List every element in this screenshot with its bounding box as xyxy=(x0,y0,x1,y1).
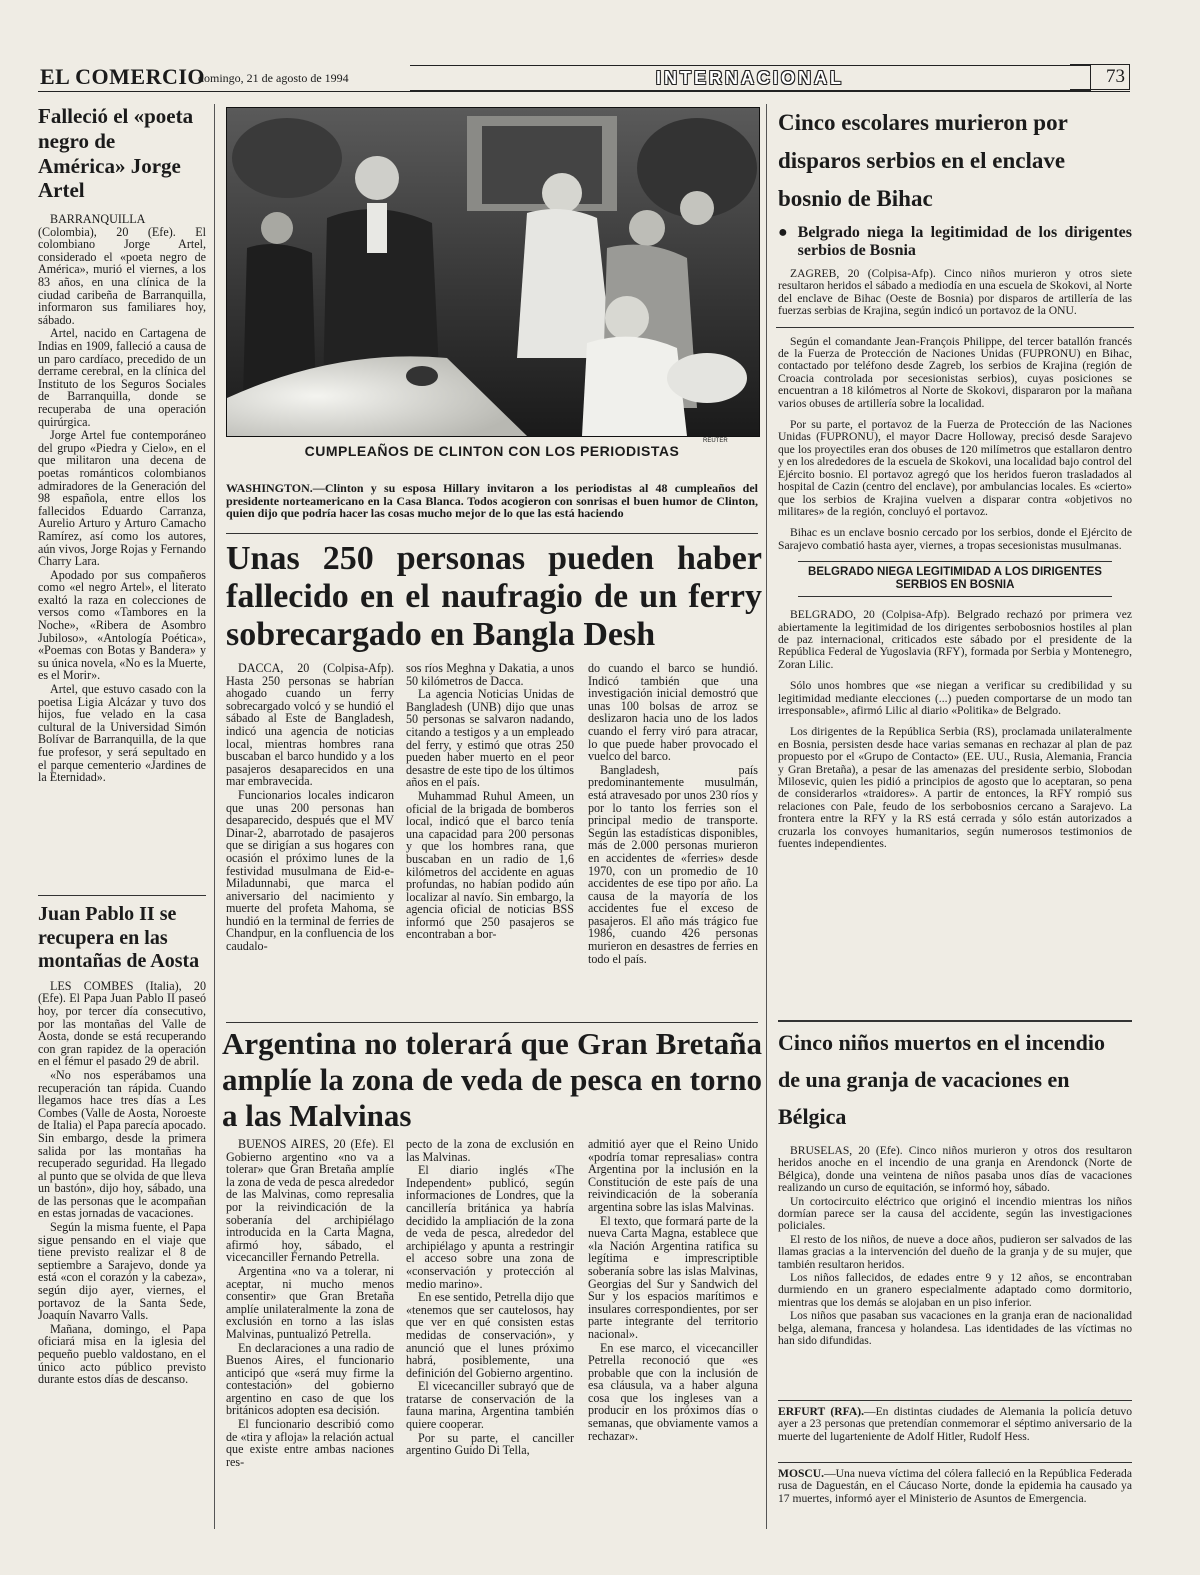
divider xyxy=(798,596,1112,597)
belgrado-paragraph: Sólo unos hombres que «se niegan a verificar su credibilidad y su legitimidad mediante elecciones (...) pueden comportarse de un modo tan irresponsable», afirmó Lilic al diario «Politika» de Belgrado. xyxy=(778,679,1132,717)
pope-headline: Juan Pablo II se recupera en las montañas de Aosta xyxy=(38,903,200,973)
belgica-paragraph: BRUSELAS, 20 (Efe). Cinco niños murieron y otros dos resultaron heridos anoche en el incendio de una granja en Arendonck (Norte de Bélgica), donde una veintena de niños pasaba unos días de vacaciones realizando un curso de equitación, se informó hoy, sábado. xyxy=(778,1144,1132,1195)
ferry-paragraph: do cuando el barco se hundió. Indicó también que una investigación inicial demostró que unas 100 bolsas de arroz se deslizaron hacia uno de los lados cuando el ferry viró para atracar, lo que puede haber provocado el vuelco del barco. xyxy=(588,661,758,764)
pope-paragraph: LES COMBES (Italia), 20 (Efe). El Papa Juan Pablo II paseó hoy, por tercer día consecutivo, por las montañas del Valle de Aosta, donde se está recuperando con gran rapidez de la operación en el fémur el pasado 29 de abril. xyxy=(38,978,206,1069)
bihac-paragraph: Según el comandante Jean-François Philippe, del tercer batallón francés de la Fuerza de Protección de Naciones Unidas (FUPRONU) en Bihac, contactado por teléfono desde Zagreb, los serbios de Krajina (región de Croacia controlada por secesionistas serbios), cuyas posiciones se encuentran a 18 kilómetros al Norte de Skokovi, dispararon por la mañana varios obuses de artillería sobre la localidad. xyxy=(778,334,1132,410)
artel-paragraph: Artel, que estuvo casado con la poetisa Ligia Alcázar y tuvo dos hijos, fue velado en la casa cultural de la Universidad Simón Bolívar de Barranquilla, de la que fue profesor, y será sepultado en el parque cementerio «Jardines de la Eternidad». xyxy=(38,682,206,785)
ferry-headline: Unas 250 personas pueden haber fallecido en el naufragio de un ferry sobrecargado en Bangla Desh xyxy=(226,540,762,653)
divider xyxy=(226,533,758,534)
ferry-paragraph: Muhammad Ruhul Ameen, un oficial de la brigada de bomberos local, indicó que el barco tenía una capacidad para 200 personas y que los hombres rana, que buscaban en un radio de 1,6 kilómetros del accidente en aguas profundas, no habían podido aún localizar al navío. Sin embargo, la agencia oficial de noticias BSS informó que 250 pasajeros se encontraban a bor- xyxy=(406,788,574,942)
pope-paragraph: «No nos esperábamos una recuperación tan rápida. Cuando llegamos hace tres días a Les Combes (Valle de Aosta, Noroeste de Italia) el Papa parecía apocado. Sin embargo, desde la primera salida por las montañas ha recuperado seguridad. Ha llegado al punto que se olvida de que lleva un bastón», dijo hoy, sábado, una de las personas que le acompañan en estas jornadas de vacaciones. xyxy=(38,1067,206,1221)
bihac-headline: Cinco escolares murieron por disparos serbios en el enclave bosnio de Bihac xyxy=(778,110,1068,211)
belgrado-paragraph: Los dirigentes de la República Serbia (RS), proclamada unilateralmente en Bosnia, persisten desde hace varias semanas en rechazar al plan de paz propuesto por el «Grupo de Contacto» (EE. UU., Rusia, Alemania, Francia y Gran Bretaña), a pesar de las amenazas del presidente serbio, Slobodan Milosevic, quien les pidió a principios de agosto que lo aceptaran, so pena de considerarlos «traidores». A partir de entonces, la RFY rompió sus relaciones con Pale, feudo de los serbobosnios cercano a Sarajevo. La frontera entre la RFY y la RS está cerrada y sólo están autorizados a cruzarla los convoyes humanitarios, según numerosos testimonios de fuentes independientes. xyxy=(778,725,1132,851)
belgica-paragraph: El resto de los niños, de nueve a doce años, pudieron ser salvados de las llamas gracias a la intervención del dueño de la granja y de su mujer, que también resultaron heridos. xyxy=(778,1232,1132,1271)
divider xyxy=(798,561,1112,562)
bihac-article xyxy=(778,104,1132,851)
masthead-rule xyxy=(38,91,1130,92)
bihac-paragraph: Bihac es un enclave bosnio cercado por los serbios, donde el Ejército de Sarajevo combatió hasta ayer, viernes, a tropas secesionistas musulmanas. xyxy=(778,526,1132,552)
ferry-paragraph: La agencia Noticias Unidas de Bangladesh (UNB) dijo que unas 50 personas se salvaron nadando, citando a testigos y a un empleado del ferry, y estimó que otras 250 pueden haber muerto en el peor desastre de este tipo de los últimos años en el país. xyxy=(406,687,574,790)
column-rule xyxy=(214,104,215,1529)
belgica-paragraph: Los niños fallecidos, de edades entre 9 y 12 años, se encontraban durmiendo en un granero especialmente adaptado como dormitorio, mientras que los demás se alojaban en un piso inferior. xyxy=(778,1271,1132,1309)
divider xyxy=(778,1020,1132,1022)
bihac-paragraph: Por su parte, el portavoz de la Fuerza de Protección de las Naciones Unidas (FUPRONU), el mayor Dacre Holloway, precisó desde Sarajevo que los proyectiles eran dos obuses de 120 milímetros que estallaron dentro y en los alrededores de la escuela de Skokovi, una localidad bajo control del Ejército bosnio. El portavoz agregó que los heridos fueron trasladados al hospital de Cazin (centro del enclave), por ambulancias locales. Es «cierto» que los serbios de Krajina vuelven a disparar contra «objetivos no militares» de la región, concluyó el portavoz. xyxy=(778,418,1132,518)
malvinas-paragraph: En declaraciones a una radio de Buenos Aires, el funcionario anticipó que «será muy firme la contestación» del gobierno argentino en caso de que los británicos adopten esa decisión. xyxy=(226,1340,394,1418)
brief-erfurt xyxy=(778,1406,1132,1444)
malvinas-paragraph: El vicecanciller subrayó que de tratarse de conservación de la fauna marina, Argentina también quiere cooperar. xyxy=(406,1379,574,1432)
ferry-column-2 xyxy=(406,662,574,942)
malvinas-paragraph: En ese sentido, Petrella dijo que «tenemos que ser cautelosos, hay que ver en qué consisten estas medidas de conservación», y anunció que el lunes próximo habrá, posiblemente, una definición del Gobierno argentino. xyxy=(406,1290,574,1380)
malvinas-column-3 xyxy=(588,1138,758,1443)
malvinas-column-1 xyxy=(226,1138,394,1469)
belgica-headline: Cinco niños muertos en el incendio de una granja de vacaciones en Bélgica xyxy=(778,1030,1105,1129)
malvinas-paragraph: El texto, que formará parte de la nueva Carta Magna, establece que «la Nación Argentina ratifica su legítima e imprescriptible soberanía sobre las islas Malvinas, Georgias del Sur y Sandwich del Sur y los espacios marítimos e insulares correspondientes, por ser parte integrante del territorio nacional». xyxy=(588,1213,758,1341)
artel-paragraph: BARRANQUILLA (Colombia), 20 (Efe). El colombiano Jorge Artel, considerado el «poeta negro de América», murió el viernes, a los 83 años, en una clínica de la ciudad caribeña de Barranquilla, informaron sus familiares hoy, sábado. xyxy=(38,212,206,327)
photo-caption xyxy=(226,482,758,520)
belgica-paragraph: Los niños que pasaban sus vacaciones en la granja eran de nacionalidad belga, alemana, francesa y holandesa. Las identidades de las víctimas no han sido difundidas. xyxy=(778,1309,1132,1348)
brief-moscu xyxy=(778,1468,1132,1506)
malvinas-paragraph: Argentina «no va a tolerar, ni aceptar, ni mucho menos consentir» que Gran Bretaña amplíe unilateralmente la zona de exclusión en torno a las islas Malvinas, puntualizó Petrella. xyxy=(226,1263,394,1341)
malvinas-paragraph: BUENOS AIRES, 20 (Efe). El Gobierno argentino «no va a tolerar» que Gran Bretaña amplíe la zona de veda de pesca alrededor de las Malvinas, como represalia por la reivindicación de la soberanía del archipiélago introducida en la Carta Magna, afirmó hoy, sábado, el vicecanciller Fernando Petrella. xyxy=(226,1137,394,1265)
malvinas-paragraph: Por su parte, el canciller argentino Guido Di Tella, xyxy=(406,1430,574,1458)
photo-image xyxy=(227,108,759,436)
caption-text: Clinton y su esposa Hillary invitaron a los periodistas al 48 cumpleaños del presidente norteamericano en la Casa Blanca. Todos acogieron con sonrisas el buen humor de Clinton, quien dijo que podría hacer las cosas mucho mejor de lo que las está haciendo xyxy=(226,481,758,521)
bullet-icon: ● xyxy=(778,224,788,241)
pope-paragraph: Mañana, domingo, el Papa oficiará misa en la iglesia del pequeño pueblo valdostano, en el único acto público previsto durante estos días de descanso. xyxy=(38,1321,206,1387)
artel-headline: Falleció el «poeta negro de América» Jorge Artel xyxy=(38,104,194,203)
ferry-column-3 xyxy=(588,662,758,966)
brief-text: —Una nueva víctima del cólera falleció en la República Federada rusa de Daguestán, en el Cáucaso Norte, donde la epidemia ha causado ya 17 muertes, informó ayer el Ministerio de Asuntos de Emergencia. xyxy=(778,1467,1132,1505)
bihac-dek-text: Belgrado niega la legitimidad de los dirigentes serbios de Bosnia xyxy=(797,224,1132,259)
masthead xyxy=(38,64,1130,94)
pope-paragraph: Según la misma fuente, el Papa sigue pensando en el viaje que tiene previsto realizar el 8 de septiembre a Sarajevo, donde ya está «con el corazón y la cabeza», según dijo ayer, viernes, el portavoz de la Santa Sede, Joaquín Navarro Valls. xyxy=(38,1220,206,1323)
artel-article xyxy=(38,104,206,785)
malvinas-column-2 xyxy=(406,1138,574,1458)
newspaper-logo: EL COMERCIO xyxy=(40,64,206,89)
belgica-article xyxy=(778,1024,1132,1349)
ferry-column-1 xyxy=(226,662,394,954)
belgrado-paragraph: BELGRADO, 20 (Colpisa-Afp). Belgrado rechazó por primera vez abiertamente la legitimidad de los dirigentes serbobosnios hostiles al plan de paz internacional, criticados este sábado por el presidente de la República Federal de Yugoslavia (RFY), formada por Serbia y Montenegro, Zoran Lilic. xyxy=(778,608,1132,671)
artel-paragraph: Artel, nacido en Cartagena de Indias en 1909, falleció a causa de un paro cardíaco, precedido de un derrame cerebral, en la clínica del Instituto de los Seguros Sociales de Barranquilla, donde se recuperaba de una operación quirúrgica. xyxy=(38,326,206,429)
ferry-paragraph: Funcionarios locales indicaron que unas 200 personas han desaparecido, después que el MV Dinar-2, abarrotado de pasajeros que se dirigían a sus hogares con ocasión el próximo lunes de la festividad musulmana de Eid-e-Miladunnabi, que marca el aniversario del nacimiento y muerte del profeta Mahoma, se hundió en la terminal de ferries de Chandpur, en la confluencia de los caudalo- xyxy=(226,787,394,954)
belgrado-subheadline: BELGRADO NIEGA LEGITIMIDAD A LOS DIRIGENTES SERBIOS EN BOSNIA xyxy=(808,566,1102,592)
malvinas-paragraph: admitió ayer que el Reino Unido «podría tomar represalias» contra Argentina por la inclusión en la Constitución de este país de una reivindicación de la soberanía argentina sobre las islas Malvinas. xyxy=(588,1137,758,1214)
caption-dateline: WASHINGTON.— xyxy=(226,481,325,495)
artel-paragraph: Apodado por sus compañeros como «el negro Artel», el literato exaltó la raza en colecciones de versos como «Tambores en la Noche», «Ribera de Asombro Jubiloso», «Antología Poética», «Poemas con Botas y Bandera» y su única novela, «No es la Muerte, es el Morir». xyxy=(38,567,206,683)
malvinas-headline: Argentina no tolerará que Gran Bretaña amplíe la zona de veda de pesca en torno a las Malvinas xyxy=(222,1026,762,1133)
divider xyxy=(226,1022,758,1023)
divider xyxy=(776,327,1134,328)
belgica-paragraph: Un cortocircuito eléctrico que originó el incendio mientras los niños dormían parece ser la causa del accidente, según las investigaciones policiales. xyxy=(778,1194,1132,1233)
brief-text: —En distintas ciudades de Alemania la policía detuvo ayer a 23 personas que pretendían conmemorar el séptimo aniversario de la muerte del lugarteniente de Adolf Hitler, Rudolf Hess. xyxy=(778,1405,1132,1443)
bihac-paragraph: ZAGREB, 20 (Colpisa-Afp). Cinco niños murieron y otros siete resultaron heridos el sábado a mediodía en una escuela de Skokovi, al Norte del enclave de Bihac (Oeste de Bosnia) por disparos de artillería de las fuerzas serbias de Krajina, según indicó un portavoz de la ONU. xyxy=(778,267,1132,318)
artel-body xyxy=(38,213,206,784)
clinton-birthday-photo xyxy=(226,107,760,437)
brief-dateline: ERFURT (RFA). xyxy=(778,1405,864,1418)
malvinas-paragraph: El diario inglés «The Independent» publicó, según informaciones de Londres, que la cancillería británica ya habría decidido la ampliación de la zona de veda de pesca, alrededor del archipiélago y apunta a restringir el acceso sobre una zona de «conservación y protección al medio marino». xyxy=(406,1163,574,1291)
ferry-paragraph: sos ríos Meghna y Dakatia, a unos 50 kilómetros de Dacca. xyxy=(406,661,574,688)
pope-article xyxy=(38,903,206,1387)
artel-paragraph: Jorge Artel fue contemporáneo del grupo «Piedra y Cielo», en el que militaron una decena de poetas románticos colombianos admiradores de la Generación del 98 española, entre ellos los fallecidos Eduardo Carranza, Aurelio Arturo y Arturo Camacho Ramírez, así como los autores, aún vivos, Jorge Rojas y Fernando Charry Lara. xyxy=(38,428,206,569)
malvinas-paragraph: En ese marco, el vicecanciller Petrella reconoció que «es probable que con la inclusión de esa cláusula, va a haber alguna cosa que los ingleses van a producir en los próximos días o semanas, que obviamente vamos a rechazar». xyxy=(588,1340,758,1443)
page-number: 73 xyxy=(1070,64,1130,90)
malvinas-paragraph: pecto de la zona de exclusión en las Malvinas. xyxy=(406,1137,574,1164)
brief-dateline: MOSCU. xyxy=(778,1467,825,1480)
divider xyxy=(778,1400,1132,1401)
divider xyxy=(38,895,206,896)
ferry-paragraph: Bangladesh, país predominantemente musulmán, está atravesado por unos 230 ríos y por lo tanto los ferries son el principal medio de transporte. Según las estadísticas disponibles, más de 2.000 personas murieron en accidentes de «ferries» desde 1970, con un promedio de 10 accidentes de ese tipo por año. La causa de la mayoría de los accidentes fue el exceso de pasajeros. El año más trágico fue 1986, cuando 426 personas murieron en desastres de ferries en todo el país. xyxy=(588,762,758,966)
section-title: INTERNACIONAL xyxy=(410,65,1091,91)
bihac-subheadline xyxy=(778,224,1132,260)
malvinas-paragraph: El funcionario describió como de «tira y afloja» la relación actual que existe entre ambas naciones res- xyxy=(226,1417,394,1469)
photo-caption-title: CUMPLEAÑOS DE CLINTON CON LOS PERIODISTAS xyxy=(304,443,680,459)
issue-date: domingo, 21 de agosto de 1994 xyxy=(198,71,349,85)
photo-credit: REUTER xyxy=(703,438,728,444)
pope-body xyxy=(38,980,206,1386)
column-rule xyxy=(766,104,767,1529)
ferry-paragraph: DACCA, 20 (Colpisa-Afp). Hasta 250 personas se habrían ahogado cuando un ferry sobrecargado volcó y se hundió el sábado al Este de Bangladesh, indicó una agencia de noticias local, mientras hombres rana buscaban el barco hundido y a los pasajeros desaparecidos en una mar embravecida. xyxy=(226,661,394,789)
divider xyxy=(778,1462,1132,1463)
